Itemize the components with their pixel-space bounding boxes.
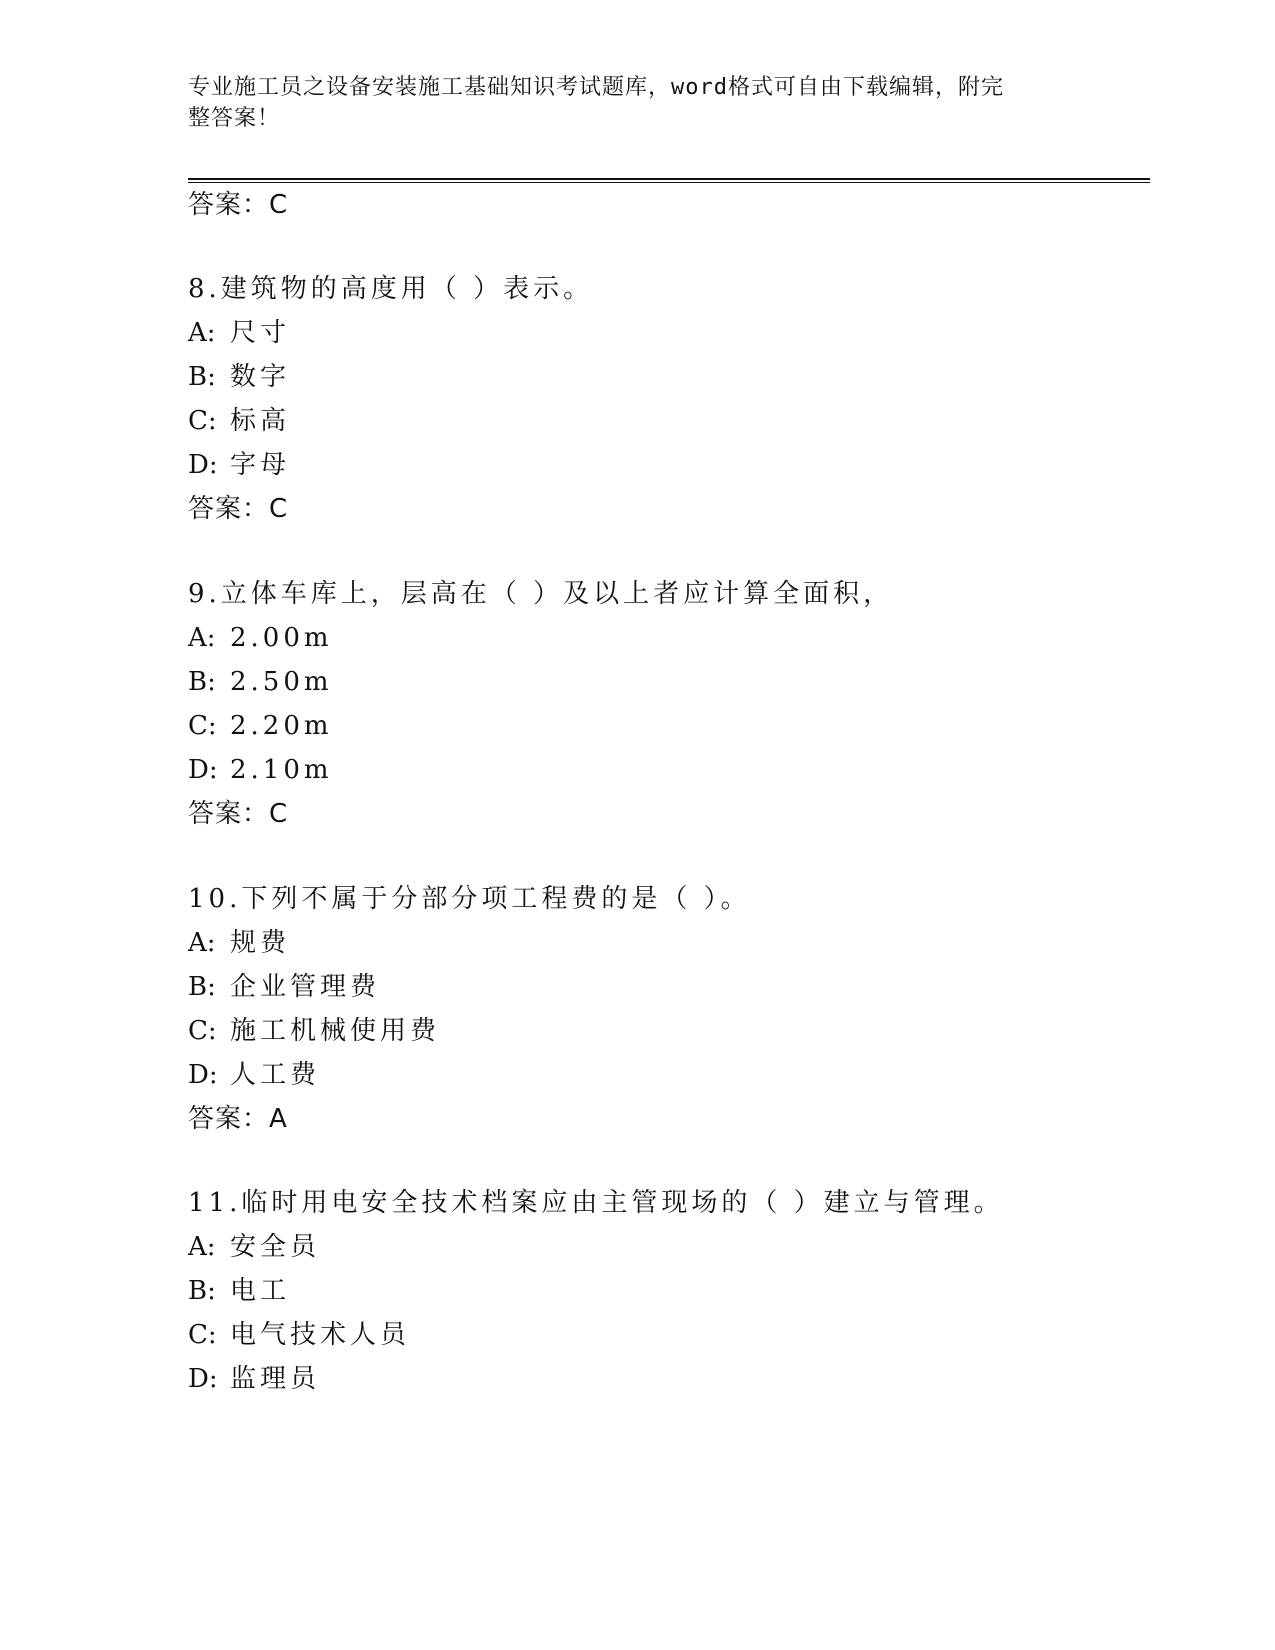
option-letter: B: xyxy=(188,667,216,697)
question-11-option-b xyxy=(188,1274,290,1308)
question-10-option-c xyxy=(188,1014,440,1048)
question-9-option-d xyxy=(188,753,333,787)
question-11-option-a xyxy=(188,1230,320,1264)
header-line-1: 专业施工员之设备安装施工基础知识考试题库，word格式可自由下载编辑，附完 xyxy=(188,75,1004,100)
option-text: 尺寸 xyxy=(230,318,291,348)
option-text: 监理员 xyxy=(230,1364,321,1394)
question-8-text: 8.建筑物的高度用（ ）表示。 xyxy=(188,274,594,304)
option-text: 电工 xyxy=(230,1276,291,1306)
option-letter: D: xyxy=(188,1364,218,1394)
question-9-option-a xyxy=(188,621,333,655)
option-letter: B: xyxy=(188,972,216,1002)
option-letter: D: xyxy=(188,450,218,480)
question-11-text: 11.临时用电安全技术档案应由主管现场的（ ）建立与管理。 xyxy=(188,1188,1004,1218)
option-letter: D: xyxy=(188,755,218,785)
question-11-option-d xyxy=(188,1362,320,1396)
option-text: 企业管理费 xyxy=(230,972,381,1002)
question-10-text: 10.下列不属于分部分项工程费的是（ ）。 xyxy=(188,884,751,914)
option-letter: B: xyxy=(188,1276,216,1306)
option-letter: C: xyxy=(188,406,217,436)
option-letter: A: xyxy=(188,318,216,348)
question-8-option-c xyxy=(188,404,290,438)
option-text: 数字 xyxy=(230,362,291,392)
header-rule-thin xyxy=(188,182,1150,183)
option-text: 2.00m xyxy=(230,623,333,653)
option-letter: C: xyxy=(188,1016,217,1046)
option-letter: A: xyxy=(188,1232,216,1262)
question-9-option-c xyxy=(188,709,333,743)
option-letter: D: xyxy=(188,1060,218,1090)
header-line-2: 整答案！ xyxy=(188,106,281,131)
question-8-option-a xyxy=(188,316,290,350)
question-8-answer: 答案：C xyxy=(188,494,289,524)
option-text: 规费 xyxy=(230,928,291,958)
option-letter: B: xyxy=(188,362,216,392)
question-9-answer: 答案：C xyxy=(188,799,289,829)
option-text: 人工费 xyxy=(230,1060,321,1090)
option-text: 电气技术人员 xyxy=(230,1320,411,1350)
option-text: 2.50m xyxy=(230,667,333,697)
question-9-text: 9.立体车库上，层高在（ ）及以上者应计算全面积， xyxy=(188,579,894,609)
option-text: 施工机械使用费 xyxy=(230,1016,441,1046)
question-8-option-d xyxy=(188,448,290,482)
question-10-option-a xyxy=(188,926,290,960)
option-text: 字母 xyxy=(230,450,291,480)
option-text: 标高 xyxy=(230,406,291,436)
option-text: 2.20m xyxy=(230,711,333,741)
question-8-option-b xyxy=(188,360,290,394)
option-text: 安全员 xyxy=(230,1232,321,1262)
answer-prev: 答案：C xyxy=(188,190,289,220)
header-rule-thick xyxy=(188,178,1150,180)
option-letter: A: xyxy=(188,623,216,653)
question-11-option-c xyxy=(188,1318,410,1352)
option-letter: C: xyxy=(188,711,217,741)
question-10-option-b xyxy=(188,970,380,1004)
option-letter: A: xyxy=(188,928,216,958)
option-letter: C: xyxy=(188,1320,217,1350)
option-text: 2.10m xyxy=(230,755,333,785)
question-9-option-b xyxy=(188,665,333,699)
question-10-answer: 答案：A xyxy=(188,1104,288,1134)
document-header xyxy=(188,72,1088,134)
question-10-option-d xyxy=(188,1058,320,1092)
